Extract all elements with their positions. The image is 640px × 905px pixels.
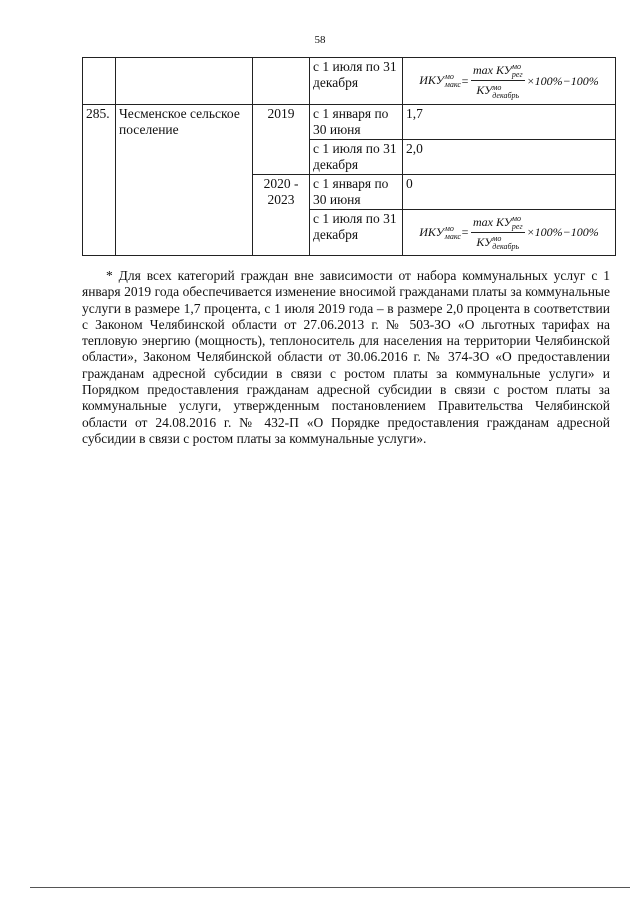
table-cell-period: с 1 июля по 31 декабря bbox=[310, 209, 403, 256]
footnote bbox=[82, 268, 610, 447]
formula-lhs: ИКУ мо макс bbox=[419, 223, 461, 241]
bottom-divider bbox=[30, 887, 630, 888]
table-cell-number bbox=[83, 58, 116, 105]
table-cell-period: с 1 июля по 31 декабря bbox=[310, 58, 403, 105]
table-cell-value: 0 bbox=[403, 174, 616, 209]
table-cell-number: 285. bbox=[83, 104, 116, 256]
formula-tail: ×100%−100% bbox=[526, 73, 599, 88]
page-number: 58 bbox=[314, 34, 326, 46]
table-row bbox=[83, 58, 616, 105]
table-cell-value: 2,0 bbox=[403, 139, 616, 174]
table-cell-year bbox=[253, 58, 310, 105]
table-cell-period: с 1 января по 30 июня bbox=[310, 104, 403, 139]
table-row bbox=[83, 104, 616, 139]
table-cell-period: с 1 января по 30 июня bbox=[310, 174, 403, 209]
formula-lhs: ИКУ мо макс bbox=[419, 72, 461, 90]
tariff-table bbox=[82, 57, 616, 256]
formula bbox=[406, 211, 612, 255]
formula-equals: = bbox=[460, 225, 469, 240]
formula-fraction: max КУ мо рег КУ мо декабрь bbox=[473, 62, 523, 100]
formula-tail: ×100%−100% bbox=[526, 225, 599, 240]
table-cell-year: 2019 bbox=[253, 104, 310, 174]
footnote-text: * Для всех категорий граждан вне зависимости от набора коммунальных услуг с 1 января 2019 года обеспечивается изменение вносимой гражданами платы за коммунальные услуги в размере 1,7 процента, с 1 июля 2019 года – в размере 2,0 процента в соответствии с Законом Челябинской области от 27.06.2013 г. № 503-ЗО «О льготных тарифах на тепловую энергию (мощность), теплоноситель для населения на территории Челябинской области», Законом Челябинской области от 30.06.2016 г. № 374-ЗО «О предоставлении гражданам адресной субсидии в связи с ростом платы за коммунальные услуги» и Порядком предоставления гражданам адресной субсидии в связи с ростом платы за коммунальные услуги, утвержденным постановлением Правительства Челябинской области от 24.08.2016 г. № 432-П «О Порядке предоставления гражданам адресной субсидии в связи с ростом платы за коммунальные услуги». bbox=[82, 268, 610, 446]
table-cell-formula bbox=[403, 209, 616, 256]
table-cell-year: 2020 - 2023 bbox=[253, 174, 310, 256]
table-cell-name bbox=[116, 58, 253, 105]
table-cell-period: с 1 июля по 31 декабря bbox=[310, 139, 403, 174]
formula-equals: = bbox=[460, 73, 469, 88]
formula bbox=[406, 59, 612, 103]
table-cell-value: 1,7 bbox=[403, 104, 616, 139]
table-cell-formula bbox=[403, 58, 616, 105]
table-cell-name: Чесменское сельское поселение bbox=[116, 104, 253, 256]
formula-fraction: max КУ мо рег КУ мо декабрь bbox=[473, 213, 523, 251]
